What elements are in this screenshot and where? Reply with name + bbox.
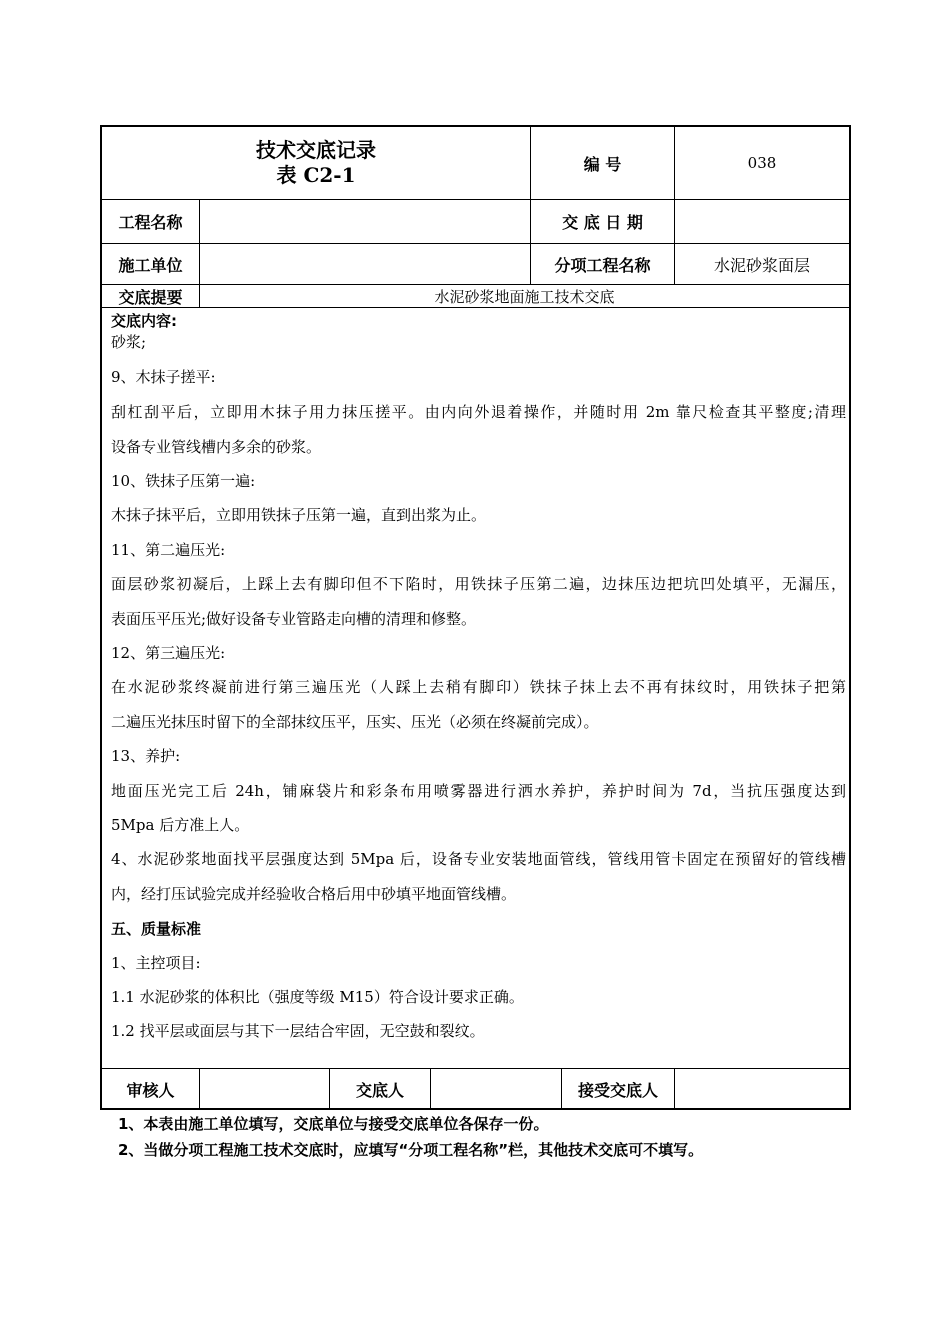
subproject-value: 水泥砂浆面层 (713, 255, 810, 275)
number-label: 编 号 (583, 154, 622, 174)
content-line: 表面压平压光;做好设备专业管路走向槽的清理和修整。 (111, 610, 477, 628)
project-name-field[interactable] (200, 200, 530, 243)
row-divider (102, 307, 849, 308)
date-label: 交 底 日 期 (562, 213, 643, 232)
discloser-label: 交底人 (355, 1081, 404, 1100)
summary-value: 水泥砂浆地面施工技术交底 (434, 287, 615, 306)
subproject-label: 分项工程名称 (554, 255, 651, 275)
form-title: 技术交底记录 (256, 138, 376, 162)
content-line: 二遍压光抹压时留下的全部抹纹压平，压实、压光（必须在终凝前完成）。 (111, 713, 599, 731)
content-line: 砂浆; (111, 333, 147, 351)
content-line: 刮杠刮平后，立即用木抹子用力抹压搓平。由内向外退着操作，并随时用 2m 靠尺检查其平整度;清理 (111, 403, 846, 421)
content-line: 1.2 找平层或面层与其下一层结合牢固，无空鼓和裂纹。 (111, 1022, 485, 1040)
content-line: 9、木抹子搓平: (111, 368, 216, 386)
reviewer-label: 审核人 (126, 1081, 175, 1100)
content-line: 1.1 水泥砂浆的体积比（强度等级 M15）符合设计要求正确。 (111, 988, 524, 1006)
receiver-field[interactable] (675, 1069, 849, 1110)
content-line: 内，经打压试验完成并经验收合格后用中砂填平地面管线槽。 (111, 885, 517, 903)
section-heading: 五、质量标准 (111, 920, 202, 938)
reviewer-field[interactable] (200, 1069, 329, 1110)
date-field[interactable] (675, 200, 849, 243)
number-value: 038 (747, 154, 777, 172)
content-line: 5Mpa 后方准上人。 (111, 816, 250, 834)
contractor-label: 施工单位 (118, 255, 183, 275)
content-line: 12、第三遍压光: (111, 644, 226, 662)
content-line: 11、第二遍压光: (111, 541, 226, 559)
content-line: 4、水泥砂浆地面找平层强度达到 5Mpa 后，设备专业安装地面管线，管线用管卡固定在预留好的管线槽 (111, 850, 846, 868)
contractor-field[interactable] (200, 244, 530, 284)
form-code: 表 C2-1 (276, 163, 356, 187)
summary-label: 交底提要 (118, 287, 183, 307)
content-line: 13、养护: (111, 747, 181, 765)
receiver-label: 接受交底人 (577, 1081, 658, 1100)
discloser-field[interactable] (431, 1069, 561, 1110)
content-line: 地面压光完工后 24h，铺麻袋片和彩条布用喷雾器进行洒水养护，养护时间为 7d，当抗压强度达到 (111, 782, 846, 800)
content-line: 面层砂浆初凝后，上踩上去有脚印但不下陷时，用铁抹子压第二遍，边抹压边把坑凹处填平，无漏压， (111, 575, 846, 593)
footnote: 2、当做分项工程施工技术交底时，应填写“分项工程名称”栏，其他技术交底可不填写。 (118, 1141, 704, 1159)
project-name-label: 工程名称 (118, 213, 183, 232)
content-heading: 交底内容: (111, 312, 177, 330)
content-line: 10、铁抹子压第一遍: (111, 472, 256, 490)
footnote: 1、本表由施工单位填写，交底单位与接受交底单位各保存一份。 (118, 1115, 549, 1133)
content-line: 设备专业管线槽内多余的砂浆。 (111, 438, 322, 456)
disclosure-form (100, 125, 851, 1110)
content-line: 木抹子抹平后，立即用铁抹子压第一遍，直到出浆为止。 (111, 506, 487, 524)
content-line: 在水泥砂浆终凝前进行第三遍压光（人踩上去稍有脚印）铁抹子抹上去不再有抹纹时，用铁抹子把第 (111, 678, 846, 696)
content-line: 1、主控项目: (111, 954, 201, 972)
form-title-block (102, 127, 530, 199)
